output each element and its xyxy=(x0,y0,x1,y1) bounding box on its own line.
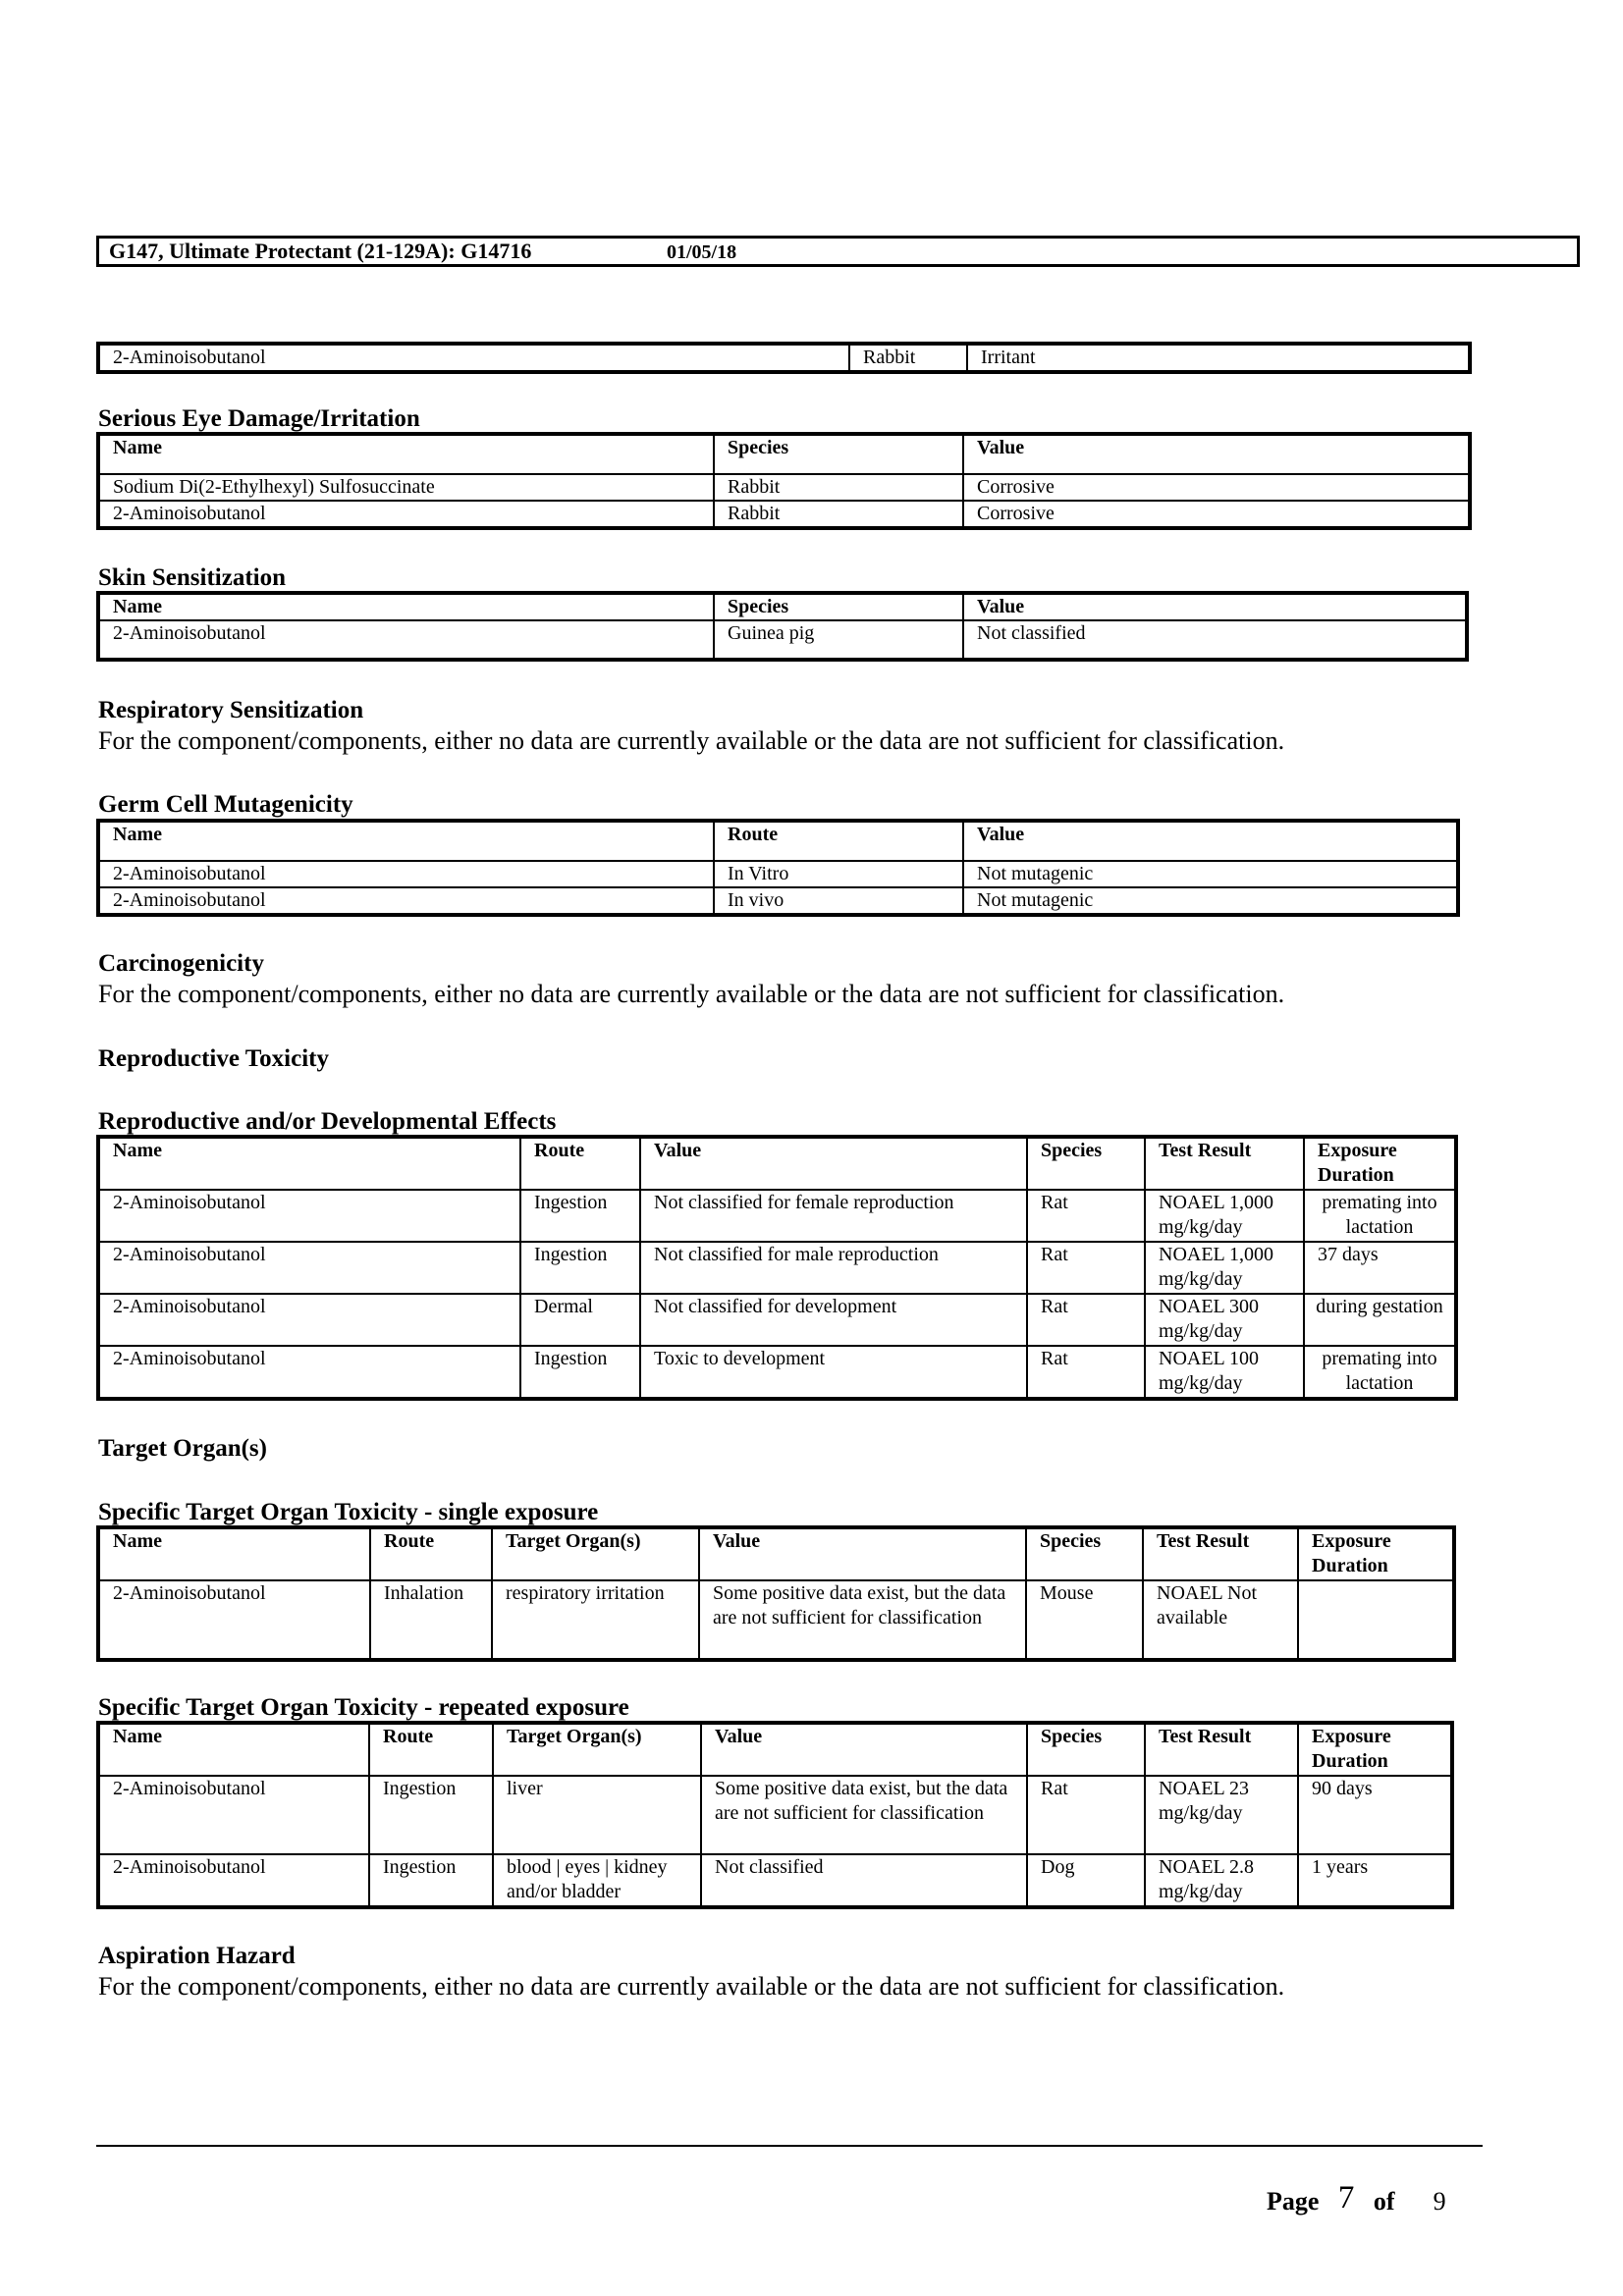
table-row xyxy=(99,1580,1453,1659)
table-row xyxy=(99,1190,1455,1242)
table-cell: Ingestion xyxy=(369,1776,493,1854)
page-label: Page xyxy=(1267,2187,1320,2216)
stot-repeated-title: Specific Target Organ Toxicity - repeated exposure xyxy=(98,1694,629,1721)
page-total: 9 xyxy=(1433,2187,1446,2216)
table-cell: Sodium Di(2-Ethylhexyl) Sulfosuccinate xyxy=(99,474,714,501)
table-cell: during gestation xyxy=(1304,1294,1455,1346)
column-header: Target Organ(s) xyxy=(493,1724,701,1776)
table-cell: Not classified xyxy=(963,620,1466,659)
table-cell: Not classified for male reproduction xyxy=(640,1242,1027,1294)
column-header: Value xyxy=(640,1138,1027,1190)
table-cell: Dermal xyxy=(520,1294,640,1346)
table-header-row xyxy=(99,822,1457,861)
column-header: Species xyxy=(714,594,963,620)
table-cell: Some positive data exist, but the data are not sufficient for classification xyxy=(701,1776,1027,1854)
table-cell: NOAEL 100 mg/kg/day xyxy=(1145,1346,1304,1398)
table-cell: Toxic to development xyxy=(640,1346,1027,1398)
column-header: Species xyxy=(714,435,963,474)
reproductive-effects-table xyxy=(98,1137,1456,1399)
table-cell: 2-Aminoisobutanol xyxy=(99,501,714,527)
page-current: 7 xyxy=(1337,2180,1355,2216)
table-cell: 1 years xyxy=(1298,1854,1451,1906)
table-cell: Ingestion xyxy=(520,1346,640,1398)
table-cell: Ingestion xyxy=(520,1242,640,1294)
table-cell xyxy=(1298,1580,1453,1659)
table-cell: NOAEL 2.8 mg/kg/day xyxy=(1145,1854,1298,1906)
column-header: Name xyxy=(99,435,714,474)
table-cell: Not classified for development xyxy=(640,1294,1027,1346)
column-header: Name xyxy=(99,1138,520,1190)
column-header: Species xyxy=(1027,1724,1145,1776)
table-row xyxy=(99,620,1466,659)
document-header xyxy=(96,236,1580,267)
table-row xyxy=(99,345,1469,371)
table-cell: liver xyxy=(493,1776,701,1854)
table-row xyxy=(99,474,1469,501)
eye-damage-table xyxy=(98,434,1470,528)
table-cell: NOAEL 23 mg/kg/day xyxy=(1145,1776,1298,1854)
product-title: G147, Ultimate Protectant (21-129A): G14716 xyxy=(109,239,532,263)
table-cell: Guinea pig xyxy=(714,620,963,659)
column-header: Value xyxy=(963,594,1466,620)
table-header-row xyxy=(99,435,1469,474)
table-cell: In Vitro xyxy=(714,861,963,887)
table-cell: Some positive data exist, but the data are not sufficient for classification xyxy=(699,1580,1026,1659)
table-row xyxy=(99,1854,1451,1906)
table-cell: 2-Aminoisobutanol xyxy=(99,1242,520,1294)
table-cell: NOAEL 300 mg/kg/day xyxy=(1145,1294,1304,1346)
revision-date: 01/05/18 xyxy=(667,241,737,263)
table-cell: Rabbit xyxy=(714,501,963,527)
table-row xyxy=(99,1294,1455,1346)
column-header: Value xyxy=(963,822,1457,861)
table-cell: premating into lactation xyxy=(1304,1346,1455,1398)
table-cell: Mouse xyxy=(1026,1580,1143,1659)
of-label: of xyxy=(1373,2187,1395,2216)
carcinogenicity-text: For the component/components, either no data are currently available or the data are not sufficient for classification. xyxy=(98,980,1285,1008)
column-header: Exposure Duration xyxy=(1298,1724,1451,1776)
aspiration-hazard-title: Aspiration Hazard xyxy=(98,1943,296,1969)
column-header: Species xyxy=(1027,1138,1145,1190)
column-header: Exposure Duration xyxy=(1298,1528,1453,1580)
skin-irritation-table xyxy=(98,344,1470,372)
reproductive-effects-title: Reproductive and/or Developmental Effects xyxy=(98,1108,557,1135)
eye-damage-title: Serious Eye Damage/Irritation xyxy=(98,405,420,432)
table-cell: 37 days xyxy=(1304,1242,1455,1294)
table-header-row xyxy=(99,1724,1451,1776)
table-header-row xyxy=(99,1528,1453,1580)
column-header: Test Result xyxy=(1145,1138,1304,1190)
column-header: Target Organ(s) xyxy=(492,1528,699,1580)
column-header: Test Result xyxy=(1145,1724,1298,1776)
table-cell: Rat xyxy=(1027,1294,1145,1346)
table-header-row xyxy=(99,594,1466,620)
column-header: Value xyxy=(701,1724,1027,1776)
column-header: Species xyxy=(1026,1528,1143,1580)
table-row xyxy=(99,1242,1455,1294)
column-header: Name xyxy=(99,822,714,861)
stot-single-title: Specific Target Organ Toxicity - single exposure xyxy=(98,1499,599,1525)
column-header: Value xyxy=(699,1528,1026,1580)
table-row xyxy=(99,501,1469,527)
table-cell: 2-Aminoisobutanol xyxy=(99,861,714,887)
column-header: Route xyxy=(369,1724,493,1776)
column-header: Route xyxy=(370,1528,492,1580)
table-cell: Ingestion xyxy=(369,1854,493,1906)
column-header: Route xyxy=(520,1138,640,1190)
germ-cell-mutagenicity-title: Germ Cell Mutagenicity xyxy=(98,791,353,818)
column-header: Exposure Duration xyxy=(1304,1138,1455,1190)
table-cell: In vivo xyxy=(714,887,963,914)
table-cell: Irritant xyxy=(967,345,1469,371)
table-cell: 2-Aminoisobutanol xyxy=(99,887,714,914)
stot-repeated-table xyxy=(98,1723,1452,1907)
target-organs-title: Target Organ(s) xyxy=(98,1435,267,1462)
table-cell: Not classified xyxy=(701,1854,1027,1906)
table-row xyxy=(99,861,1457,887)
table-cell: Inhalation xyxy=(370,1580,492,1659)
skin-sensitization-title: Skin Sensitization xyxy=(98,564,287,591)
respiratory-sensitization-text: For the component/components, either no data are currently available or the data are not sufficient for classification. xyxy=(98,726,1285,755)
table-cell: Rat xyxy=(1027,1776,1145,1854)
table-cell: 2-Aminoisobutanol xyxy=(99,1580,370,1659)
table-cell: 2-Aminoisobutanol xyxy=(99,345,849,371)
table-cell: 2-Aminoisobutanol xyxy=(99,1294,520,1346)
table-cell: respiratory irritation xyxy=(492,1580,699,1659)
table-cell: 90 days xyxy=(1298,1776,1451,1854)
table-cell: Rat xyxy=(1027,1346,1145,1398)
table-cell: Rabbit xyxy=(714,474,963,501)
column-header: Value xyxy=(963,435,1469,474)
reproductive-toxicity-title: Reproductive Toxicity xyxy=(98,1045,329,1072)
table-cell: Corrosive xyxy=(963,501,1469,527)
carcinogenicity-title: Carcinogenicity xyxy=(98,950,264,977)
table-row xyxy=(99,1776,1451,1854)
aspiration-hazard-text: For the component/components, either no data are currently available or the data are not sufficient for classification. xyxy=(98,1972,1285,2001)
column-header: Test Result xyxy=(1143,1528,1298,1580)
table-cell: NOAEL 1,000 mg/kg/day xyxy=(1145,1242,1304,1294)
table-cell: Rat xyxy=(1027,1190,1145,1242)
table-cell: Rat xyxy=(1027,1242,1145,1294)
table-cell: NOAEL Not available xyxy=(1143,1580,1298,1659)
table-cell: premating into lactation xyxy=(1304,1190,1455,1242)
table-cell: 2-Aminoisobutanol xyxy=(99,1854,369,1906)
table-row xyxy=(99,887,1457,914)
table-cell: Not classified for female reproduction xyxy=(640,1190,1027,1242)
table-row xyxy=(99,1346,1455,1398)
germ-cell-mutagenicity-table xyxy=(98,821,1458,915)
table-cell: 2-Aminoisobutanol xyxy=(99,1346,520,1398)
table-header-row xyxy=(99,1138,1455,1190)
table-cell: blood | eyes | kidney and/or bladder xyxy=(493,1854,701,1906)
table-cell: Corrosive xyxy=(963,474,1469,501)
table-cell: Dog xyxy=(1027,1854,1145,1906)
column-header: Name xyxy=(99,1724,369,1776)
respiratory-sensitization-title: Respiratory Sensitization xyxy=(98,697,364,723)
table-cell: 2-Aminoisobutanol xyxy=(99,1190,520,1242)
table-cell: NOAEL 1,000 mg/kg/day xyxy=(1145,1190,1304,1242)
table-cell: 2-Aminoisobutanol xyxy=(99,620,714,659)
table-cell: 2-Aminoisobutanol xyxy=(99,1776,369,1854)
skin-sensitization-table xyxy=(98,593,1467,660)
stot-single-table xyxy=(98,1527,1454,1660)
table-cell: Ingestion xyxy=(520,1190,640,1242)
table-cell: Rabbit xyxy=(849,345,967,371)
footer-divider xyxy=(96,2145,1483,2147)
page-number xyxy=(1267,2180,1446,2216)
column-header: Route xyxy=(714,822,963,861)
column-header: Name xyxy=(99,594,714,620)
table-cell: Not mutagenic xyxy=(963,861,1457,887)
table-cell: Not mutagenic xyxy=(963,887,1457,914)
column-header: Name xyxy=(99,1528,370,1580)
